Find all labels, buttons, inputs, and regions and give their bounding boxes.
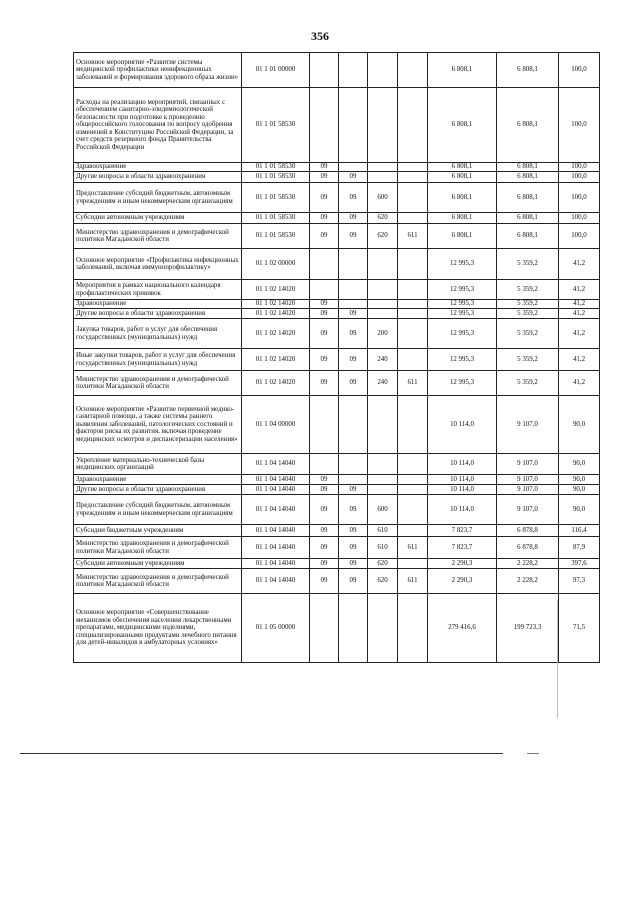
cell-name: Расходы на реализацию мероприятий, связанных с обеспечением санитарно-эпидемиологической безопасности при подготовке к проведению общероссийского голосования по вопросу одобрения изменений в Конституцию Российской Федерации, за счет средств резервного фонда Правительства Российской Федерации <box>74 88 242 163</box>
cell-name: Министерство здравоохранения и демографической политики Магаданской области <box>74 371 242 396</box>
cell-pct: 41,2 <box>559 300 600 309</box>
cell-pr: 09 <box>339 559 368 569</box>
cell-plan: 10 114,0 <box>428 396 497 454</box>
cell-rz: 09 <box>310 224 339 249</box>
cell-pct: 41,2 <box>559 249 600 280</box>
cell-code: 01 1 01 58530 <box>242 213 310 224</box>
cell-fact: 6 808,1 <box>497 163 559 172</box>
cell-pr: 09 <box>339 224 368 249</box>
cell-fact: 199 723,3 <box>497 594 559 663</box>
cell-pr: 09 <box>339 525 368 537</box>
cell-pct: 100,0 <box>559 163 600 172</box>
cell-pct: 100,0 <box>559 213 600 224</box>
cell-gr <box>398 349 428 371</box>
cell-code: 01 1 04 00000 <box>242 396 310 454</box>
cell-rz <box>310 88 339 163</box>
cell-name: Другие вопросы в области здравоохранения <box>74 172 242 183</box>
cell-rz: 09 <box>310 300 339 309</box>
cell-rz: 09 <box>310 371 339 396</box>
cell-code: 01 1 02 00000 <box>242 249 310 280</box>
cell-code: 01 1 01 58530 <box>242 163 310 172</box>
cell-pct: 90,0 <box>559 485 600 495</box>
cell-pct: 116,4 <box>559 525 600 537</box>
cell-name: Субсидии автономным учреждениям <box>74 213 242 224</box>
cell-gr <box>398 163 428 172</box>
cell-plan: 2 290,3 <box>428 569 497 594</box>
cell-fact: 6 808,1 <box>497 183 559 213</box>
table-row <box>74 53 600 88</box>
table-row <box>74 172 600 183</box>
cell-code: 01 1 04 14040 <box>242 559 310 569</box>
cell-gr <box>398 183 428 213</box>
cell-code: 01 1 02 14020 <box>242 300 310 309</box>
cell-pr: 09 <box>339 213 368 224</box>
table-row <box>74 537 600 559</box>
cell-name: Основное мероприятие «Профилактика инфекционных заболеваний, включая иммунопрофилактику» <box>74 249 242 280</box>
cell-vr <box>368 594 398 663</box>
cell-rz: 09 <box>310 495 339 525</box>
cell-pr <box>339 594 368 663</box>
table-row <box>74 495 600 525</box>
cell-plan: 12 995,3 <box>428 319 497 349</box>
cell-vr <box>368 88 398 163</box>
table-row <box>74 594 600 663</box>
cell-plan: 279 416,6 <box>428 594 497 663</box>
cell-rz <box>310 53 339 88</box>
cell-pct: 41,2 <box>559 349 600 371</box>
cell-vr: 620 <box>368 569 398 594</box>
cell-plan: 10 114,0 <box>428 454 497 475</box>
cell-pct: 90,0 <box>559 454 600 475</box>
cell-fact: 5 359,2 <box>497 249 559 280</box>
cell-pr <box>339 454 368 475</box>
cell-plan: 6 808,1 <box>428 224 497 249</box>
cell-rz: 09 <box>310 485 339 495</box>
cell-pct: 71,5 <box>559 594 600 663</box>
scan-mark <box>557 600 558 718</box>
cell-vr <box>368 396 398 454</box>
cell-name: Министерство здравоохранения и демографической политики Магаданской области <box>74 537 242 559</box>
cell-vr: 240 <box>368 371 398 396</box>
table-row <box>74 163 600 172</box>
cell-vr: 620 <box>368 559 398 569</box>
cell-fact: 5 359,2 <box>497 371 559 396</box>
cell-pr: 09 <box>339 569 368 594</box>
cell-name: Другие вопросы в области здравоохранения <box>74 485 242 495</box>
cell-plan: 6 808,1 <box>428 183 497 213</box>
cell-plan: 12 995,3 <box>428 371 497 396</box>
cell-code: 01 1 04 14040 <box>242 475 310 485</box>
cell-gr <box>398 485 428 495</box>
cell-vr <box>368 163 398 172</box>
cell-name: Предоставление субсидий бюджетным, автономным учреждениям и иным некоммерческим организациям <box>74 183 242 213</box>
cell-code: 01 1 04 14040 <box>242 495 310 525</box>
cell-fact: 9 107,0 <box>497 396 559 454</box>
cell-vr <box>368 249 398 280</box>
cell-pr: 09 <box>339 309 368 319</box>
cell-pct: 397,6 <box>559 559 600 569</box>
cell-vr: 200 <box>368 319 398 349</box>
cell-pr: 09 <box>339 349 368 371</box>
table-row <box>74 485 600 495</box>
cell-vr <box>368 280 398 300</box>
budget-table <box>73 52 600 663</box>
cell-plan: 6 808,1 <box>428 213 497 224</box>
table-row <box>74 249 600 280</box>
cell-rz: 09 <box>310 319 339 349</box>
cell-code: 01 1 02 14020 <box>242 319 310 349</box>
cell-rz: 09 <box>310 309 339 319</box>
cell-rz: 09 <box>310 475 339 485</box>
cell-rz: 09 <box>310 537 339 559</box>
cell-pct: 90,0 <box>559 495 600 525</box>
cell-name: Иные закупки товаров, работ и услуг для обеспечения государственных (муниципальных) нужд <box>74 349 242 371</box>
cell-code: 01 1 04 14040 <box>242 525 310 537</box>
cell-name: Закупка товаров, работ и услуг для обеспечения государственных (муниципальных) нужд <box>74 319 242 349</box>
table-row <box>74 349 600 371</box>
cell-plan: 6 808,1 <box>428 163 497 172</box>
cell-pct: 97,3 <box>559 569 600 594</box>
cell-fact: 9 107,0 <box>497 454 559 475</box>
bottom-rule-fragment <box>527 753 539 754</box>
cell-vr <box>368 454 398 475</box>
table-row <box>74 396 600 454</box>
cell-vr: 620 <box>368 213 398 224</box>
cell-fact: 2 228,2 <box>497 569 559 594</box>
table-row <box>74 309 600 319</box>
cell-fact: 2 228,2 <box>497 559 559 569</box>
cell-fact: 6 808,1 <box>497 53 559 88</box>
cell-fact: 5 359,2 <box>497 349 559 371</box>
page-number: 356 <box>311 29 329 43</box>
cell-pct: 100,0 <box>559 224 600 249</box>
table-row <box>74 224 600 249</box>
cell-name: Здравоохранение <box>74 475 242 485</box>
cell-code: 01 1 04 14040 <box>242 537 310 559</box>
cell-gr <box>398 88 428 163</box>
cell-pr: 09 <box>339 485 368 495</box>
cell-fact: 9 107,0 <box>497 485 559 495</box>
cell-vr <box>368 475 398 485</box>
cell-gr <box>398 454 428 475</box>
table-row <box>74 183 600 213</box>
cell-rz <box>310 249 339 280</box>
cell-gr <box>398 172 428 183</box>
cell-pct: 41,2 <box>559 371 600 396</box>
cell-plan: 10 114,0 <box>428 485 497 495</box>
cell-vr: 610 <box>368 525 398 537</box>
cell-pr <box>339 163 368 172</box>
cell-pct: 100,0 <box>559 53 600 88</box>
cell-name: Субсидии бюджетным учреждениям <box>74 525 242 537</box>
bottom-rule <box>20 753 503 754</box>
cell-pr: 09 <box>339 319 368 349</box>
cell-plan: 12 995,3 <box>428 349 497 371</box>
cell-plan: 12 995,3 <box>428 309 497 319</box>
cell-vr <box>368 53 398 88</box>
cell-plan: 7 823,7 <box>428 525 497 537</box>
cell-fact: 6 808,1 <box>497 213 559 224</box>
cell-rz <box>310 594 339 663</box>
cell-plan: 12 995,3 <box>428 280 497 300</box>
cell-code: 01 1 02 14020 <box>242 309 310 319</box>
cell-name: Основное мероприятие «Совершенствование механизмов обеспечения населения лекарственными препаратами, медицинскими изделиями, специализированными продуктами лечебного питания для детей-инвалидов в амбулаторных условиях» <box>74 594 242 663</box>
cell-code: 01 1 04 14040 <box>242 454 310 475</box>
cell-name: Предоставление субсидий бюджетным, автономным учреждениям и иным некоммерческим организациям <box>74 495 242 525</box>
table-row <box>74 319 600 349</box>
cell-code: 01 1 01 00000 <box>242 53 310 88</box>
cell-pr <box>339 300 368 309</box>
cell-plan: 12 995,3 <box>428 249 497 280</box>
table-row <box>74 300 600 309</box>
cell-vr: 620 <box>368 224 398 249</box>
cell-pr <box>339 475 368 485</box>
cell-code: 01 1 02 14020 <box>242 371 310 396</box>
cell-pr <box>339 88 368 163</box>
cell-pct: 100,0 <box>559 183 600 213</box>
cell-vr: 600 <box>368 495 398 525</box>
cell-vr <box>368 485 398 495</box>
cell-gr <box>398 594 428 663</box>
table-row <box>74 525 600 537</box>
cell-fact: 6 878,8 <box>497 525 559 537</box>
cell-pr <box>339 396 368 454</box>
cell-rz: 09 <box>310 349 339 371</box>
cell-plan: 6 808,1 <box>428 172 497 183</box>
cell-rz: 09 <box>310 569 339 594</box>
cell-fact: 5 359,2 <box>497 309 559 319</box>
cell-name: Основное мероприятие «Развитие системы медицинской профилактики неинфекционных заболеваний и формирования здорового образа жизни» <box>74 53 242 88</box>
cell-pct: 41,2 <box>559 319 600 349</box>
cell-name: Здравоохранение <box>74 163 242 172</box>
cell-pr: 09 <box>339 537 368 559</box>
cell-plan: 7 823,7 <box>428 537 497 559</box>
cell-gr <box>398 475 428 485</box>
cell-rz: 09 <box>310 559 339 569</box>
table-row <box>74 475 600 485</box>
cell-code: 01 1 01 58530 <box>242 183 310 213</box>
cell-name: Субсидии автономным учреждениям <box>74 559 242 569</box>
cell-name: Мероприятия в рамках национального календаря профилактических прививок <box>74 280 242 300</box>
cell-pct: 100,0 <box>559 172 600 183</box>
cell-pct: 41,2 <box>559 309 600 319</box>
cell-fact: 5 359,2 <box>497 300 559 309</box>
cell-gr <box>398 319 428 349</box>
table-body <box>74 53 600 663</box>
cell-gr <box>398 300 428 309</box>
cell-plan: 6 808,1 <box>428 53 497 88</box>
cell-pct: 41,2 <box>559 280 600 300</box>
cell-code: 01 1 04 14040 <box>242 569 310 594</box>
table-row <box>74 213 600 224</box>
cell-pr <box>339 280 368 300</box>
cell-pr: 09 <box>339 172 368 183</box>
cell-vr <box>368 172 398 183</box>
cell-code: 01 1 01 58530 <box>242 172 310 183</box>
table-row <box>74 454 600 475</box>
cell-pct: 90,0 <box>559 475 600 485</box>
table-row <box>74 88 600 163</box>
cell-plan: 10 114,0 <box>428 495 497 525</box>
cell-pct: 87,9 <box>559 537 600 559</box>
cell-name: Основное мероприятие «Развитие первичной медико-санитарной помощи, а также системы раннего выявления заболеваний, патологических состояний и факторов риска их развития, включая проведение медицинских осмотров и диспансеризации населения» <box>74 396 242 454</box>
cell-code: 01 1 01 58530 <box>242 88 310 163</box>
cell-rz: 09 <box>310 163 339 172</box>
cell-plan: 10 114,0 <box>428 475 497 485</box>
cell-rz: 09 <box>310 172 339 183</box>
cell-gr <box>398 525 428 537</box>
cell-pct: 100,0 <box>559 88 600 163</box>
cell-gr <box>398 495 428 525</box>
cell-fact: 9 107,0 <box>497 495 559 525</box>
cell-gr: 611 <box>398 569 428 594</box>
table-row <box>74 559 600 569</box>
cell-name: Министерство здравоохранения и демографической политики Магаданской области <box>74 224 242 249</box>
cell-plan: 12 995,3 <box>428 300 497 309</box>
cell-name: Министерство здравоохранения и демографической политики Магаданской области <box>74 569 242 594</box>
cell-gr <box>398 280 428 300</box>
cell-pr <box>339 249 368 280</box>
cell-rz: 09 <box>310 183 339 213</box>
cell-pr: 09 <box>339 495 368 525</box>
table-row <box>74 371 600 396</box>
cell-vr: 600 <box>368 183 398 213</box>
cell-gr: 611 <box>398 371 428 396</box>
cell-vr <box>368 309 398 319</box>
cell-fact: 5 359,2 <box>497 280 559 300</box>
cell-vr: 610 <box>368 537 398 559</box>
cell-gr: 611 <box>398 224 428 249</box>
cell-gr <box>398 213 428 224</box>
cell-pr <box>339 53 368 88</box>
table-row <box>74 280 600 300</box>
cell-rz <box>310 280 339 300</box>
cell-rz: 09 <box>310 525 339 537</box>
cell-rz <box>310 396 339 454</box>
cell-code: 01 1 05 00000 <box>242 594 310 663</box>
cell-gr <box>398 396 428 454</box>
cell-fact: 5 359,2 <box>497 319 559 349</box>
cell-gr <box>398 309 428 319</box>
cell-fact: 9 107,0 <box>497 475 559 485</box>
cell-name: Укрепление материально-технической базы медицинских организаций <box>74 454 242 475</box>
cell-fact: 6 878,8 <box>497 537 559 559</box>
table-row <box>74 569 600 594</box>
cell-gr <box>398 249 428 280</box>
cell-code: 01 1 02 14020 <box>242 280 310 300</box>
cell-vr: 240 <box>368 349 398 371</box>
cell-plan: 2 290,3 <box>428 559 497 569</box>
cell-code: 01 1 01 58530 <box>242 224 310 249</box>
cell-pr: 09 <box>339 183 368 213</box>
cell-fact: 6 808,1 <box>497 172 559 183</box>
cell-name: Здравоохранение <box>74 300 242 309</box>
cell-pct: 90,0 <box>559 396 600 454</box>
cell-vr <box>368 300 398 309</box>
cell-pr: 09 <box>339 371 368 396</box>
cell-gr <box>398 53 428 88</box>
cell-fact: 6 808,1 <box>497 88 559 163</box>
cell-name: Другие вопросы в области здравоохранения <box>74 309 242 319</box>
cell-rz: 09 <box>310 213 339 224</box>
cell-gr <box>398 559 428 569</box>
cell-gr: 611 <box>398 537 428 559</box>
cell-plan: 6 808,1 <box>428 88 497 163</box>
cell-code: 01 1 04 14040 <box>242 485 310 495</box>
cell-code: 01 1 02 14020 <box>242 349 310 371</box>
cell-fact: 6 808,1 <box>497 224 559 249</box>
cell-rz <box>310 454 339 475</box>
